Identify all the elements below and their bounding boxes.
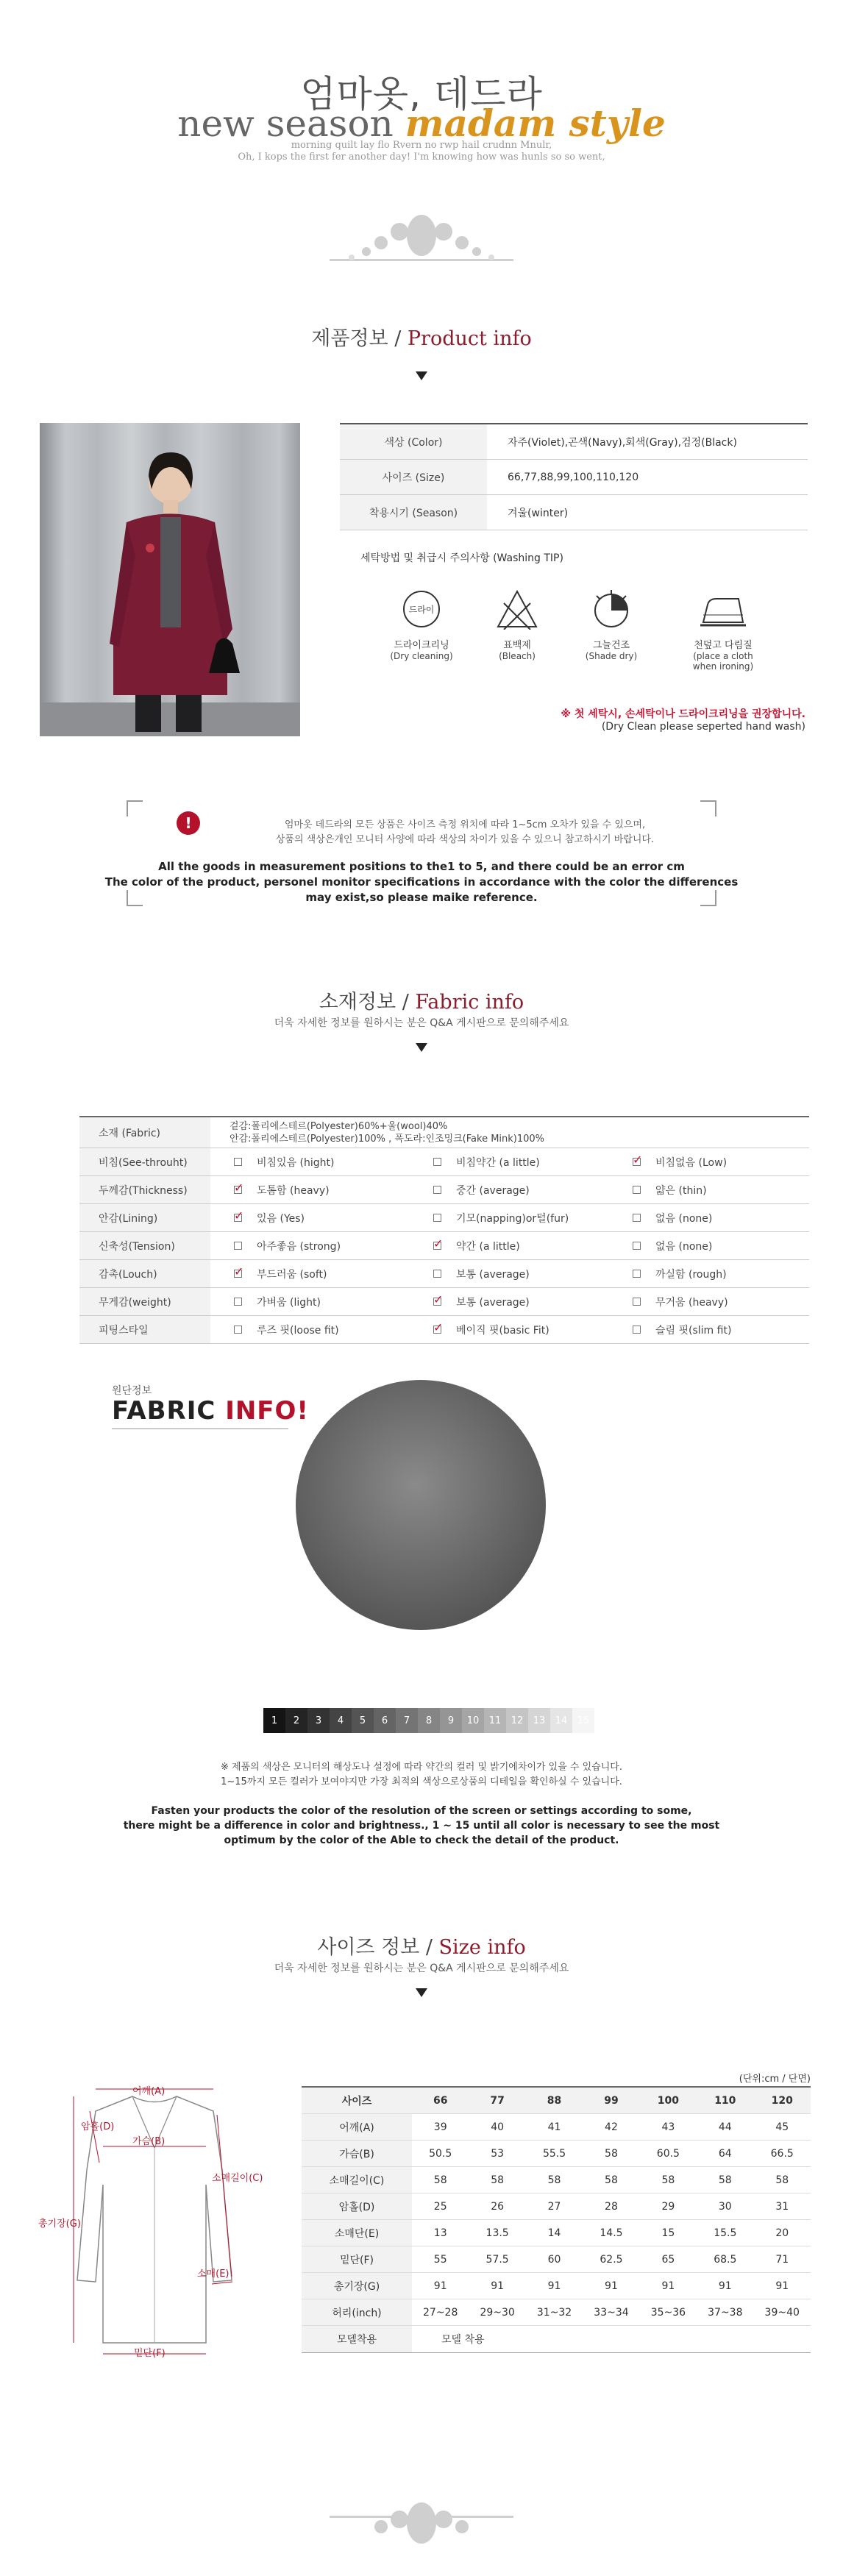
fabric-option [609, 1267, 808, 1281]
fabric-note: 더욱 자세한 정보를 원하시는 분은 Q&A 게시판으로 문의해주세요 [274, 1017, 569, 1029]
table-row [340, 460, 808, 495]
checkbox-icon [433, 1186, 441, 1194]
fabric-info-title [0, 986, 843, 1014]
color-disclaimer-ko [0, 1760, 843, 1790]
size-header-cell: 100 [657, 2094, 679, 2107]
fabric-option [210, 1239, 410, 1253]
fabric-info-small-label: 원단정보 [112, 1385, 152, 1397]
size-row-label: 밑단(F) [302, 2246, 412, 2272]
checkbox-icon [633, 1242, 641, 1250]
fabric-option [210, 1295, 410, 1309]
warning-icon: ! [177, 811, 200, 835]
fabric-value-line: 겉감:폴리에스테르(Polyester)60%+울(wool)40% [230, 1120, 448, 1132]
size-cell: 68.5 [714, 2253, 737, 2266]
brand-title-english [0, 102, 843, 145]
size-cell: 58 [547, 2174, 561, 2186]
down-arrow-icon [416, 1043, 427, 1052]
size-cell: 71 [775, 2253, 789, 2266]
notice-english [0, 859, 843, 905]
fabric-table [79, 1116, 809, 1344]
shade-dry-icon [589, 588, 633, 630]
info-label: 착용시기 (Season) [340, 495, 487, 530]
notice-en-line: The color of the product, personel monitor specifications in accordance with the color the differences [104, 875, 739, 889]
fabric-option-label: 베이직 핏(basic Fit) [456, 1324, 549, 1337]
washing-label-en: (place a cloth [693, 651, 753, 661]
checkbox-icon [633, 1298, 641, 1306]
checkbox-icon [633, 1214, 641, 1222]
washing-label-en: (Bleach) [499, 651, 536, 661]
product-photo [40, 423, 300, 736]
washing-item-bleach [477, 588, 558, 661]
checkbox-icon [433, 1298, 441, 1306]
size-cell: 91 [433, 2280, 447, 2292]
washing-item-dry-clean [381, 588, 462, 661]
fabric-option [410, 1183, 609, 1198]
info-value: 겨울(winter) [508, 507, 569, 519]
size-header-cell: 99 [604, 2094, 619, 2107]
fabric-attr-label: 신축성(Tension) [79, 1232, 210, 1259]
table-row [302, 2193, 811, 2220]
washing-label-ko: 그늘건조 [592, 640, 630, 651]
fabric-option-label: 부드러움 (soft) [257, 1268, 327, 1281]
size-cell: 60 [547, 2253, 561, 2266]
fabric-option-label: 약간 (a little) [456, 1240, 520, 1253]
fabric-option [609, 1239, 808, 1253]
size-cell: 57.5 [485, 2253, 509, 2266]
fabric-option [410, 1323, 609, 1337]
fabric-option-label: 슬림 핏(slim fit) [655, 1324, 732, 1337]
fabric-option-label: 중간 (average) [456, 1184, 530, 1197]
scale-step: 4 [330, 1708, 352, 1733]
model-label: 모델착용 [302, 2326, 412, 2352]
size-cell: 66.5 [770, 2147, 794, 2160]
size-info-title-en: Size info [438, 1936, 526, 1959]
size-cell: 31~32 [536, 2306, 572, 2319]
fabric-value [210, 1120, 544, 1145]
table-row [302, 2326, 811, 2352]
fabric-option-label: 비침있음 (hight) [257, 1156, 335, 1169]
size-cell: 55.5 [542, 2147, 566, 2160]
checkbox-icon [234, 1326, 242, 1334]
info-value: 자주(Violet),곤색(Navy),회색(Gray),검정(Black) [508, 436, 737, 449]
color-scale [263, 1708, 594, 1733]
size-cell: 55 [433, 2253, 447, 2266]
fabric-option [210, 1211, 410, 1225]
disclaimer-line: optimum by the color of the Able to check the detail of the product. [224, 1835, 619, 1846]
checkbox-icon [234, 1158, 242, 1166]
fabric-word: FABRIC [112, 1396, 226, 1426]
size-header-cell: 66 [433, 2094, 448, 2107]
table-row [302, 2114, 811, 2141]
size-cell: 39~40 [764, 2306, 800, 2319]
size-row-label: 암홀(D) [302, 2193, 412, 2219]
disclaimer-line: 1~15까지 모든 컬러가 보여야지만 가장 최적의 색상으로상품의 디테일을 확인하실 수 있습니다. [221, 1776, 622, 1787]
fabric-option [410, 1239, 609, 1253]
fabric-option-label: 무거움 (heavy) [655, 1296, 728, 1309]
info-label: 색상 (Color) [340, 424, 487, 459]
scale-step: 7 [396, 1708, 418, 1733]
fabric-option-label: 기모(napping)or털(fur) [456, 1212, 569, 1225]
scale-step: 9 [440, 1708, 462, 1733]
fabric-option-label: 까실함 (rough) [655, 1268, 727, 1281]
fabric-option [609, 1323, 808, 1337]
scale-step: 5 [352, 1708, 374, 1733]
table-row [79, 1232, 809, 1260]
size-cell: 91 [718, 2280, 732, 2292]
down-arrow-icon [416, 1988, 427, 1997]
table-row [79, 1288, 809, 1316]
scale-step: 11 [484, 1708, 506, 1733]
size-cell: 14.5 [600, 2227, 623, 2239]
size-info-title [0, 1931, 843, 1960]
scale-step: 8 [418, 1708, 440, 1733]
size-cell: 40 [491, 2121, 505, 2133]
size-cell: 58 [491, 2174, 505, 2186]
size-row-label: 어깨(A) [302, 2114, 412, 2140]
washing-label-ko: 드라이크리닝 [394, 640, 449, 651]
disclaimer-line: ※ 제품의 색상은 모니터의 해상도나 설정에 따라 약간의 컬러 및 밝기에차이가 있을 수 있습니다. [221, 1762, 622, 1773]
size-info-title-ko: 사이즈 정보 / [317, 1936, 439, 1959]
disclaimer-line: there might be a difference in color and brightness., 1 ~ 15 until all color is necessary to see the most [123, 1820, 720, 1832]
washing-label-ko: 표백제 [503, 640, 531, 651]
fabric-label: 소재 (Fabric) [79, 1117, 210, 1148]
checkbox-icon [433, 1242, 441, 1250]
fabric-option-label: 비침없음 (Low) [655, 1156, 728, 1169]
fabric-option [609, 1183, 808, 1198]
checkbox-icon [433, 1214, 441, 1222]
checkbox-icon [633, 1158, 641, 1166]
fabric-value-line: 안감:폴리에스테르(Polyester)100% , 폭도라:인조밍크(Fake Mink)100% [230, 1133, 545, 1145]
table-row [79, 1316, 809, 1344]
fabric-option-label: 얇은 (thin) [655, 1184, 707, 1197]
size-header-cell: 120 [771, 2094, 793, 2107]
diagram-label-armhole: 암홀(D) [81, 2121, 115, 2132]
fabric-option-label: 보통 (average) [456, 1296, 530, 1309]
checkbox-icon [234, 1270, 242, 1278]
color-disclaimer-en [0, 1804, 843, 1848]
table-row [302, 2220, 811, 2246]
bracket-corner-icon [127, 800, 143, 816]
fabric-option [210, 1155, 410, 1170]
table-row [302, 2167, 811, 2193]
model-value: 모델 착용 [441, 2334, 485, 2346]
size-cell: 53 [491, 2147, 505, 2160]
fabric-option-label: 도톰함 (heavy) [257, 1184, 330, 1197]
dry-badge: 드라이 [408, 605, 435, 615]
table-row [340, 424, 808, 460]
size-cell: 33~34 [594, 2306, 629, 2319]
size-cell: 58 [605, 2174, 618, 2186]
scale-step: 15 [572, 1708, 594, 1733]
fabric-option [609, 1155, 808, 1170]
scale-step: 6 [374, 1708, 396, 1733]
size-header-cell: 88 [547, 2094, 562, 2107]
model-wearing-coat-icon [40, 423, 300, 736]
size-cell: 20 [775, 2227, 789, 2239]
info-value: 66,77,88,99,100,110,120 [508, 471, 639, 483]
fabric-option [210, 1183, 410, 1198]
header-subtitle-1: morning quilt lay flo Rvern no rwp hail crudnn Mnulr, [291, 140, 552, 151]
down-arrow-icon [416, 371, 427, 380]
fabric-option [609, 1295, 808, 1309]
size-cell: 30 [718, 2200, 732, 2213]
fabric-option [210, 1323, 410, 1337]
diagram-label-sleeve: 소매길이(C) [212, 2173, 263, 2184]
notice-ko-line: 상품의 색상은개인 모니터 사양에 따라 색상의 차이가 있을 수 있으니 참고하시기 바랍니다. [275, 834, 655, 845]
checkbox-icon [633, 1326, 641, 1334]
size-cell: 65 [661, 2253, 675, 2266]
fabric-attr-label: 비침(See-throuht) [79, 1148, 210, 1175]
dry-cleaning-icon [399, 588, 444, 630]
washing-label-en: (Dry cleaning) [390, 651, 453, 661]
notice-korean [207, 818, 722, 847]
brand-title-korean: 엄마옷, 데드라 [300, 73, 543, 115]
size-cell: 45 [775, 2121, 789, 2133]
size-header-label: 사이즈 [302, 2088, 412, 2113]
fabric-option [609, 1211, 808, 1225]
size-cell: 43 [661, 2121, 675, 2133]
diagram-label-shoulder: 어깨(A) [132, 2086, 166, 2097]
table-row [79, 1176, 809, 1204]
disclaimer-line: Fasten your products the color of the resolution of the screen or settings according to some, [151, 1805, 692, 1817]
size-cell: 37~38 [708, 2306, 743, 2319]
fabric-option-label: 아주좋음 (strong) [257, 1240, 341, 1253]
product-info-title-ko: 제품정보 / [311, 327, 408, 350]
table-row [302, 2246, 811, 2273]
fabric-option [410, 1155, 609, 1170]
size-cell: 14 [547, 2227, 561, 2239]
size-cell: 58 [775, 2174, 789, 2186]
table-row [79, 1204, 809, 1232]
notice-ko-line: 엄마옷 데드라의 모든 상품은 사이즈 측정 위치에 따라 1~5cm 오차가 있을 수 있으며, [284, 819, 646, 830]
scale-step: 3 [307, 1708, 330, 1733]
info-word: INFO! [225, 1396, 309, 1426]
size-cell: 42 [605, 2121, 618, 2133]
checkbox-icon [234, 1242, 242, 1250]
checkbox-icon [433, 1270, 441, 1278]
fabric-attr-label: 무게감(weight) [79, 1288, 210, 1315]
fabric-attr-label: 두께감(Thickness) [79, 1176, 210, 1203]
size-cell: 64 [718, 2147, 732, 2160]
table-row [302, 2141, 811, 2167]
diagram-label-hem: 밑단(F) [134, 2348, 166, 2359]
scale-step: 12 [506, 1708, 528, 1733]
washing-label-ko: 천덮고 다림질 [694, 640, 753, 651]
info-label: 사이즈 (Size) [340, 460, 487, 494]
size-cell: 91 [661, 2280, 675, 2292]
washing-label-en: (Shade dry) [585, 651, 638, 661]
size-cell: 31 [775, 2200, 789, 2213]
size-header-cell: 77 [490, 2094, 505, 2107]
checkbox-icon [234, 1186, 242, 1194]
fabric-option [410, 1295, 609, 1309]
table-row [79, 1260, 809, 1288]
size-row-label: 소매길이(C) [302, 2167, 412, 2193]
size-cell: 58 [605, 2147, 618, 2160]
size-cell: 41 [547, 2121, 561, 2133]
size-cell: 26 [491, 2200, 505, 2213]
washing-item-shade-dry [571, 588, 652, 661]
product-info-table [340, 423, 808, 530]
size-cell: 58 [718, 2174, 732, 2186]
scale-step: 14 [550, 1708, 572, 1733]
no-bleach-icon [495, 588, 539, 630]
size-cell: 91 [491, 2280, 505, 2292]
table-row [79, 1117, 809, 1148]
scale-step: 2 [285, 1708, 307, 1733]
size-cell: 91 [547, 2280, 561, 2292]
fabric-option [410, 1211, 609, 1225]
fabric-option [210, 1267, 410, 1281]
size-cell: 13.5 [485, 2227, 509, 2239]
header-subtitle-2: Oh, I kops the first fer another day! I'm knowing how was hunls so so went, [238, 152, 605, 163]
fabric-option-label: 보통 (average) [456, 1268, 530, 1281]
ornament-divider-icon [330, 2486, 513, 2560]
title-new-season: new season [177, 102, 394, 145]
notice-en-line: All the goods in measurement positions to the1 to 5, and there could be an error cm [158, 860, 685, 873]
size-cell: 60.5 [656, 2147, 680, 2160]
size-row-label: 허리(inch) [302, 2299, 412, 2325]
size-cell: 29~30 [480, 2306, 515, 2319]
fabric-attr-label: 감촉(Louch) [79, 1260, 210, 1287]
diagram-label-length: 총기장(G) [38, 2219, 81, 2230]
checkbox-icon [633, 1270, 641, 1278]
fabric-option-label: 없음 (none) [655, 1212, 713, 1225]
size-cell: 27~28 [423, 2306, 458, 2319]
size-cell: 50.5 [429, 2147, 452, 2160]
size-cell: 13 [433, 2227, 447, 2239]
size-cell: 27 [547, 2200, 561, 2213]
washing-warning-en: (Dry Clean please seperted hand wash) [601, 721, 805, 733]
fabric-attr-label: 안감(Lining) [79, 1204, 210, 1231]
size-cell: 15 [661, 2227, 675, 2239]
table-header-row [302, 2088, 811, 2114]
size-cell: 25 [433, 2200, 447, 2213]
checkbox-icon [433, 1158, 441, 1166]
product-info-title-en: Product info [407, 327, 532, 350]
size-row-label: 가슴(B) [302, 2141, 412, 2166]
scale-step: 1 [263, 1708, 285, 1733]
table-row [302, 2299, 811, 2326]
fabric-info-heading [112, 1396, 309, 1426]
fabric-info-title-ko: 소재정보 / [319, 991, 416, 1014]
size-cell: 28 [605, 2200, 618, 2213]
diagram-label-cuff: 소매(E) [197, 2269, 230, 2280]
size-cell: 35~36 [650, 2306, 686, 2319]
scale-step: 13 [528, 1708, 550, 1733]
table-row [340, 495, 808, 530]
scale-step: 10 [462, 1708, 484, 1733]
fabric-option-label: 가벼움 (light) [257, 1296, 321, 1309]
size-cell: 44 [718, 2121, 732, 2133]
size-cell: 29 [661, 2200, 675, 2213]
checkbox-icon [234, 1214, 242, 1222]
checkbox-icon [433, 1326, 441, 1334]
fabric-option-label: 있음 (Yes) [257, 1212, 305, 1225]
fabric-option-label: 비침약간 (a little) [456, 1156, 540, 1169]
fabric-info-title-en: Fabric info [415, 991, 524, 1014]
size-table [302, 2086, 811, 2353]
washing-label-en: when ironing) [692, 661, 754, 672]
table-row [302, 2273, 811, 2299]
size-cell: 58 [661, 2174, 675, 2186]
checkbox-icon [633, 1186, 641, 1194]
bracket-corner-icon [700, 800, 716, 816]
fabric-attr-label: 피팅스타일 [79, 1316, 210, 1343]
iron-icon [697, 588, 749, 630]
title-madam-style: madam style [405, 102, 666, 145]
checkbox-icon [234, 1298, 242, 1306]
fabric-option-label: 없음 (none) [655, 1240, 713, 1253]
notice-en-line: may exist,so please maike reference. [305, 891, 538, 904]
size-cell: 39 [433, 2121, 447, 2133]
fabric-option [410, 1267, 609, 1281]
table-row [79, 1148, 809, 1176]
size-cell: 91 [775, 2280, 789, 2292]
ornament-divider-icon [330, 206, 513, 280]
washing-tip-title: 세탁방법 및 취급시 주의사항 (Washing TIP) [360, 552, 563, 564]
size-unit: (단위:cm / 단면) [739, 2074, 811, 2085]
size-cell: 15.5 [714, 2227, 737, 2239]
fabric-option-label: 루즈 핏(loose fit) [257, 1324, 339, 1337]
fabric-swatch [296, 1380, 546, 1630]
washing-item-iron [683, 588, 764, 672]
size-cell: 62.5 [600, 2253, 623, 2266]
size-cell: 58 [433, 2174, 447, 2186]
size-header-cell: 110 [714, 2094, 736, 2107]
divider [112, 1428, 288, 1429]
size-row-label: 총기장(G) [302, 2273, 412, 2299]
product-info-title [0, 322, 843, 351]
size-row-label: 소매단(E) [302, 2220, 412, 2246]
size-note: 더욱 자세한 정보를 원하시는 분은 Q&A 게시판으로 문의해주세요 [274, 1963, 569, 1974]
size-cell: 91 [605, 2280, 618, 2292]
washing-warning: ※ 첫 세탁시, 손세탁이나 드라이크리닝을 권장합니다. [561, 708, 805, 720]
diagram-label-chest: 가슴(B) [132, 2136, 166, 2147]
